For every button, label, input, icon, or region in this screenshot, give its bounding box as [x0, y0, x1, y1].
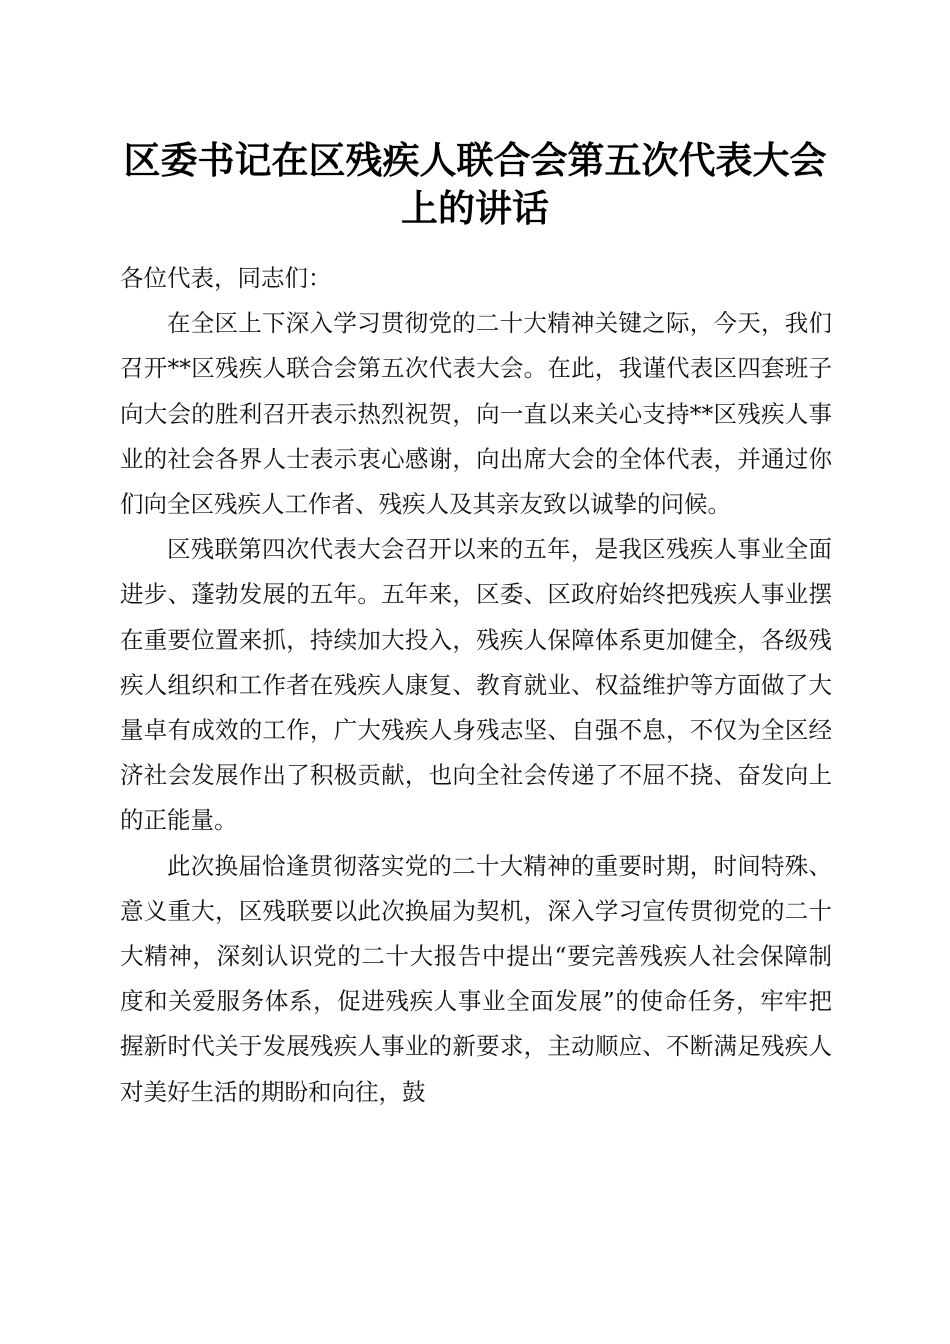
document-body — [120, 256, 832, 1115]
document-title: 区委书记在区残疾人联合会第五次代表大会上的讲话 — [123, 138, 827, 230]
salutation: 各位代表，同志们： — [120, 264, 332, 292]
paragraph-opening: 在全区上下深入学习贯彻党的二十大精神关键之际，今天，我们召开**区残疾人联合会第五次代表大会。在此，我谨代表区四套班子向大会的胜利召开表示热烈祝贺，向一直以来关心支持**区残疾人事业的社会各界人士表示衷心感谢，向出席大会的全体代表，并通过你们向全区残疾人工作者、残疾人及其亲友致以诚挚的问候。 — [120, 309, 832, 519]
paragraph-achievements: 区残联第四次代表大会召开以来的五年，是我区残疾人事业全面进步、蓬勃发展的五年。五年来，区委、区政府始终把残疾人事业摆在重要位置来抓，持续加大投入，残疾人保障体系更加健全，各级残疾人组织和工作者在残疾人康复、教育就业、权益维护等方面做了大量卓有成效的工作，广大残疾人身残志坚、自强不息，不仅为全区经济社会发展作出了积极贡献，也向全社会传递了不屈不挠、奋发向上的正能量。 — [120, 535, 832, 835]
paragraph-significance: 此次换届恰逢贯彻落实党的二十大精神的重要时期，时间特殊、意义重大，区残联要以此次换届为契机，深入学习宣传贯彻党的二十大精神，深刻认识党的二十大报告中提出“要完善残疾人社会保障制度和关爱服务体系，促进残疾人事业全面发展”的使命任务，牢牢把握新时代关于发展残疾人事业的新要求，主动顺应、不断满足残疾人对美好生活的期盼和向往，鼓 — [120, 851, 832, 1106]
